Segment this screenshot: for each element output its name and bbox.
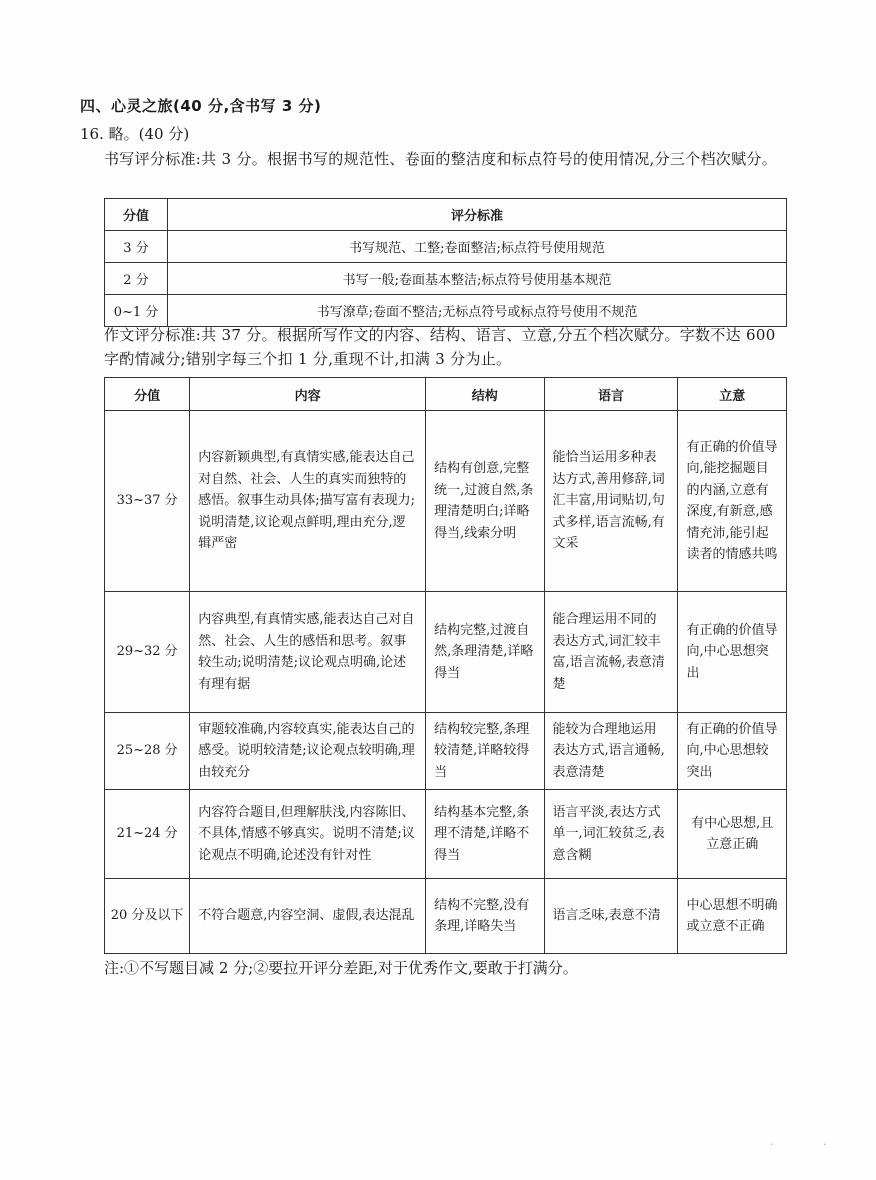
structure-cell: 结构较完整,条理较清楚,详略较得当: [426, 713, 544, 790]
header-score: 分值: [105, 199, 168, 231]
header-criteria: 评分标准: [168, 199, 787, 231]
handwriting-table: [104, 198, 787, 327]
structure-cell: 结构有创意,完整统一,过渡自然,条理清楚明白;详略得当,线索分明: [426, 411, 544, 592]
language-cell: 语言平淡,表达方式单一,词汇较贫乏,表意含糊: [544, 790, 678, 879]
language-cell: 能较为合理地运用表达方式,语言通畅,表意清楚: [544, 713, 678, 790]
table-header-row: [105, 199, 787, 231]
table-row: [105, 713, 787, 790]
handwriting-intro: 书写评分标准:共 3 分。根据书写的规范性、卷面的整洁度和标点符号的使用情况,分三个档次赋分。: [104, 150, 778, 168]
structure-cell: 结构完整,过渡自然,条理清楚,详略得当: [426, 592, 544, 713]
criteria-cell: 书写潦草;卷面不整洁;无标点符号或标点符号使用不规范: [168, 295, 787, 327]
header-language: 语言: [544, 378, 678, 411]
structure-cell: 结构基本完整,条理不清楚,详略不得当: [426, 790, 544, 879]
theme-cell: 有正确的价值导向,中心思想较突出: [678, 713, 787, 790]
theme-cell: 中心思想不明确或立意不正确: [678, 879, 787, 954]
score-cell: 20 分及以下: [105, 879, 190, 954]
score-cell: 33~37 分: [105, 411, 190, 592]
content-cell: 不符合题意,内容空洞、虚假,表达混乱: [190, 879, 426, 954]
header-structure: 结构: [426, 378, 544, 411]
header-content: 内容: [190, 378, 426, 411]
table-row: [105, 231, 787, 263]
score-cell: 3 分: [105, 231, 168, 263]
table-row: [105, 592, 787, 713]
scan-artifact: ··: [770, 1140, 876, 1151]
table-row: [105, 295, 787, 327]
language-cell: 语言乏味,表意不清: [544, 879, 678, 954]
header-theme: 立意: [678, 378, 787, 411]
score-cell: 29~32 分: [105, 592, 190, 713]
section-heading: 四、心灵之旅(40 分,含书写 3 分): [80, 97, 322, 115]
structure-cell: 结构不完整,没有条理,详略失当: [426, 879, 544, 954]
content-cell: 内容新颖典型,有真情实感,能表达自己对自然、社会、人生的真实而独特的感悟。叙事生动具体;描写富有表现力;说明清楚,议论观点鲜明,理由充分,逻辑严密: [190, 411, 426, 592]
theme-cell: 有正确的价值导向,中心思想突出: [678, 592, 787, 713]
content-cell: 内容典型,有真情实感,能表达自己对自然、社会、人生的感悟和思考。叙事较生动;说明清楚;议论观点明确,论述有理有据: [190, 592, 426, 713]
header-score: 分值: [105, 378, 190, 411]
criteria-cell: 书写规范、工整;卷面整洁;标点符号使用规范: [168, 231, 787, 263]
content-cell: 内容符合题目,但理解肤浅,内容陈旧、不具体,情感不够真实。说明不清楚;议论观点不明确,论述没有针对性: [190, 790, 426, 879]
score-cell: 2 分: [105, 263, 168, 295]
question-16: 16. 略。(40 分): [80, 125, 190, 143]
table-row: [105, 879, 787, 954]
note: 注:①不写题目减 2 分;②要拉开评分差距,对于优秀作文,要敢于打满分。: [104, 959, 578, 977]
table-header-row: [105, 378, 787, 411]
content-cell: 审题较准确,内容较真实,能表达自己的感受。说明较清楚;议论观点较明确,理由较充分: [190, 713, 426, 790]
score-cell: 0~1 分: [105, 295, 168, 327]
score-cell: 21~24 分: [105, 790, 190, 879]
language-cell: 能恰当运用多种表达方式,善用修辞,词汇丰富,用词贴切,句式多样,语言流畅,有文采: [544, 411, 678, 592]
theme-cell: 有中心思想,且立意正确: [678, 790, 787, 879]
score-cell: 25~28 分: [105, 713, 190, 790]
theme-cell: 有正确的价值导向,能挖掘题目的内涵,立意有深度,有新意,感情充沛,能引起读者的情感共鸣: [678, 411, 787, 592]
criteria-cell: 书写一般;卷面基本整洁;标点符号使用基本规范: [168, 263, 787, 295]
essay-intro: 作文评分标准:共 37 分。根据所写作文的内容、结构、语言、立意,分五个档次赋分。字数不达 600 字酌情减分;错别字每三个扣 1 分,重现不计,扣满 3 分为止。: [104, 326, 776, 368]
table-row: [105, 411, 787, 592]
language-cell: 能合理运用不同的表达方式,词汇较丰富,语言流畅,表意清楚: [544, 592, 678, 713]
essay-table: [104, 377, 787, 954]
table-row: [105, 263, 787, 295]
table-row: [105, 790, 787, 879]
